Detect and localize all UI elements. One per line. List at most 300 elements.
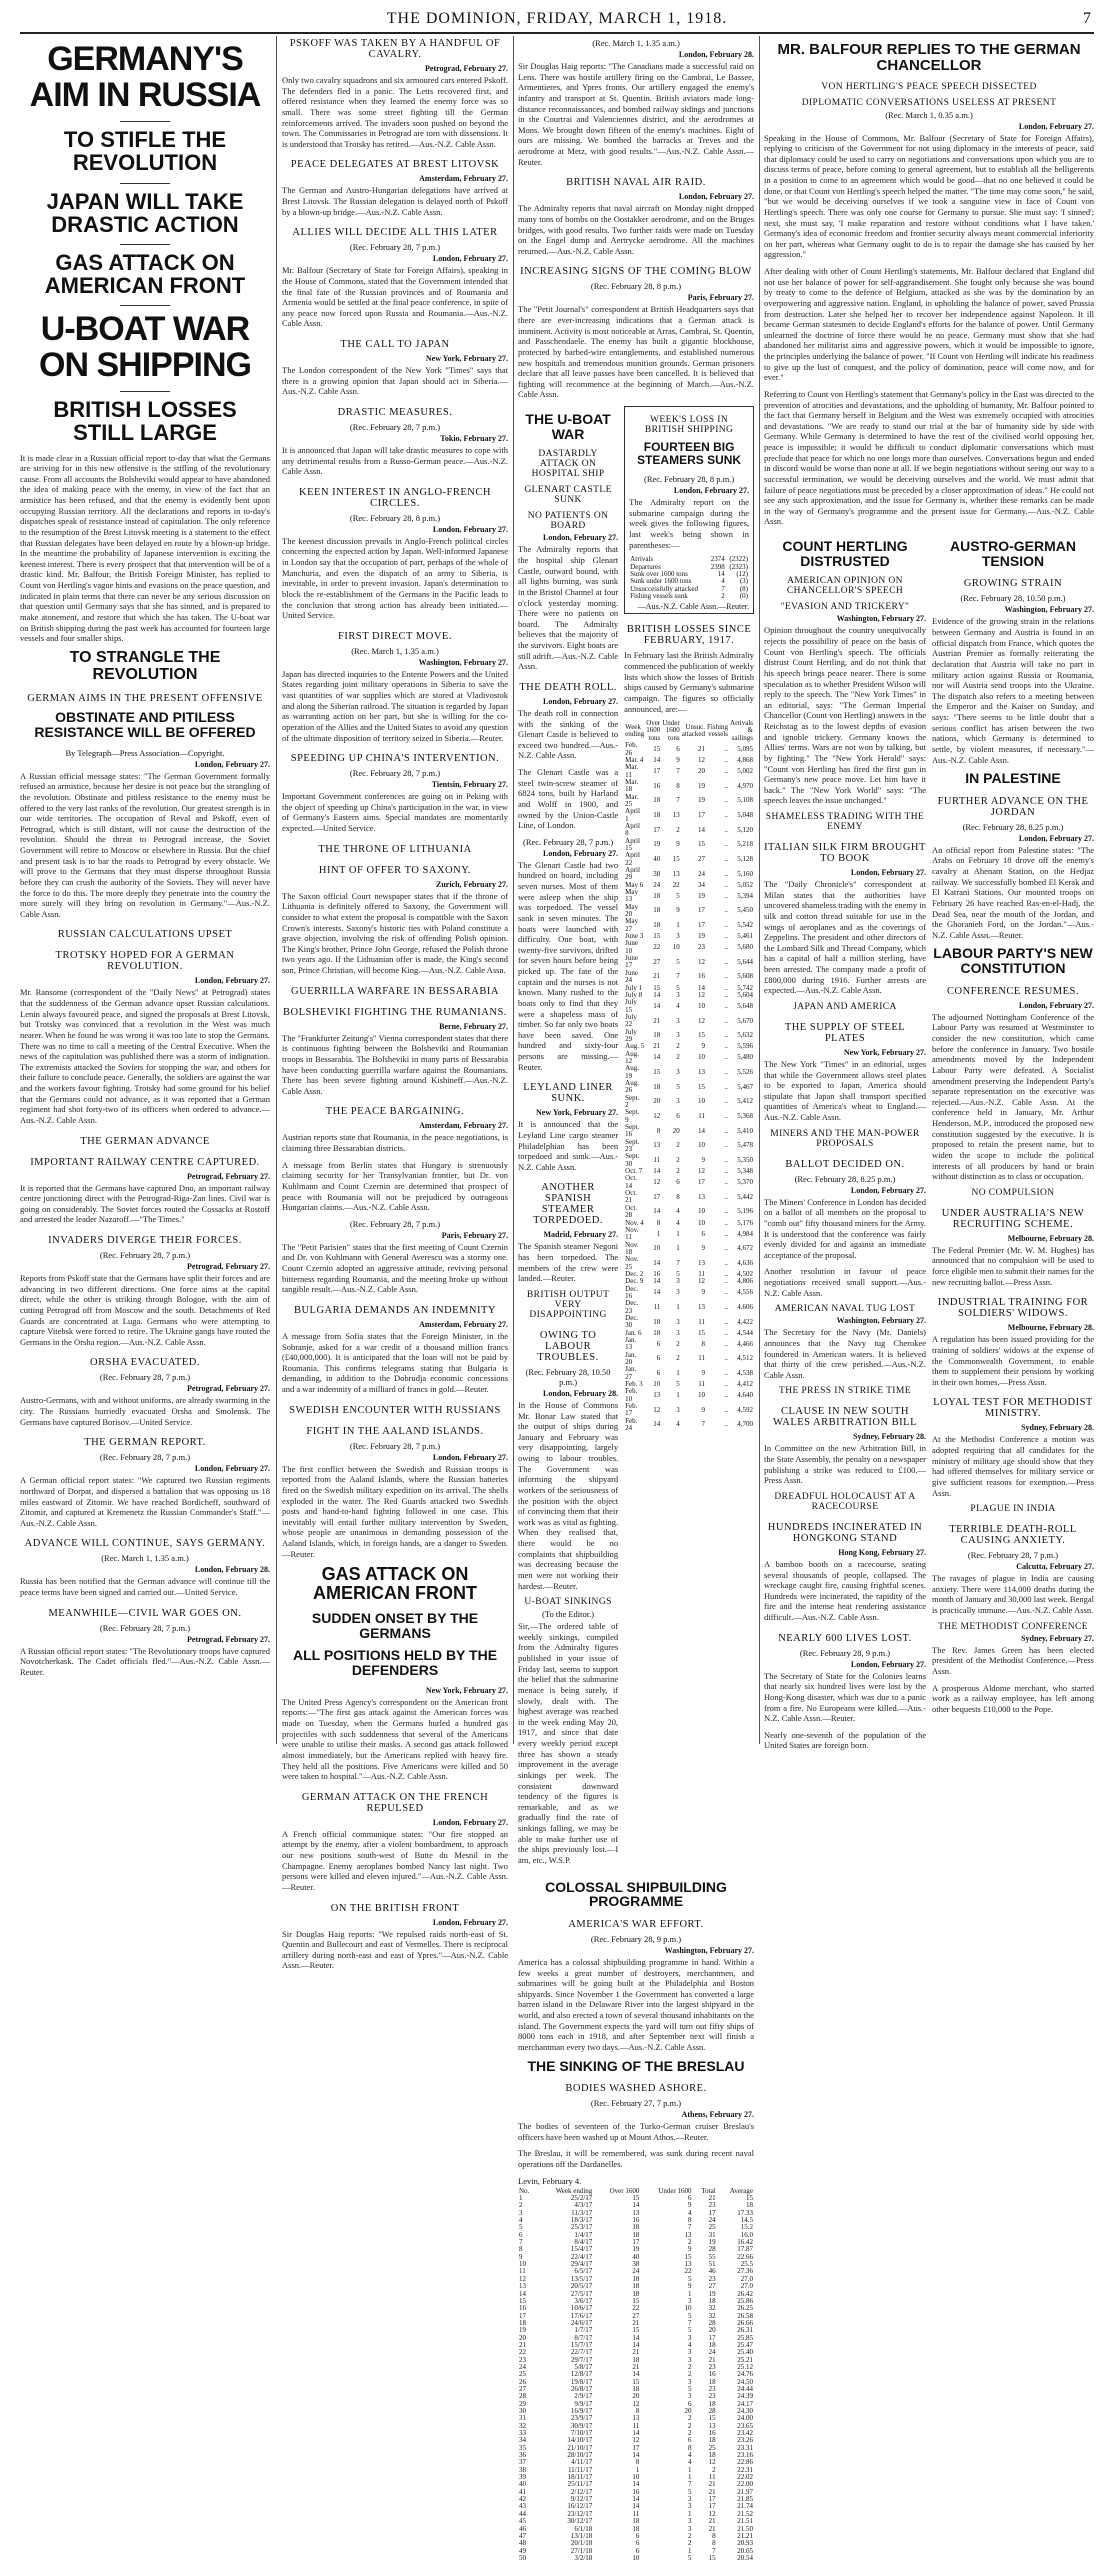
article-body: In Committee on the new Arbitration Bill, in the State Assembly, the penalty on a newspaper publishing a strike was reduced to £100.—Press Assn.: [764, 1443, 926, 1486]
dateline: London, February 27.: [432, 1452, 508, 1462]
table-cell: 1: [688, 2546, 692, 2555]
received-time: (Rec. February 28, 9 p.m.): [799, 1647, 891, 1658]
article-body: It is reported that the Germans have captured Dno, an important railway centre junctioning direct with the Petrograd-Riga-Zan lines. Civil war is going on considerably. The Soviet forces routed the Cossacks at Rostoff and arrested the leader Nazaroff.—"The Times.": [20, 1182, 270, 1225]
table-cell: 8/4/17: [574, 2238, 593, 2247]
dateline: Petrograd, February 27.: [187, 1262, 270, 1272]
table-cell: 5,608: [737, 972, 753, 981]
table-cell: 7: [676, 796, 680, 805]
table-cell: 25.85: [737, 2333, 753, 2342]
table-cell: 9: [701, 1288, 706, 1297]
table-cell: 28: [519, 2392, 526, 2401]
dateline: Zurich, February 27.: [436, 879, 508, 889]
dateline: London, February 27.: [850, 1185, 926, 1195]
table-cell: 5,480: [737, 1053, 753, 1062]
subhead: PSKOFF WAS TAKEN BY A HANDFUL OF CAVALRY.: [289, 38, 501, 60]
table-cell: ..: [724, 854, 729, 863]
table-cell: ..: [724, 1369, 729, 1378]
table-cell: ..: [724, 796, 729, 805]
table-row: [624, 1095, 754, 1110]
table-cell: 6: [656, 1339, 661, 1348]
table-cell: 20: [653, 1097, 661, 1106]
table-cell: 28/10/17: [567, 2451, 593, 2460]
table-cell: 13: [698, 1192, 706, 1201]
table-row: [624, 1256, 754, 1271]
table-cell: 34: [698, 880, 706, 889]
table-cell: 14: [653, 1288, 661, 1297]
table-cell: 2/9/17: [574, 2392, 593, 2401]
table-cell: 45: [519, 2517, 526, 2526]
table-cell: 2: [676, 1141, 680, 1150]
table-cell: 20/1/18: [570, 2539, 593, 2548]
article-body: The Admiralty report on the submarine campaign during the week gives the following figures, last week's being shown in parentheses:—: [629, 497, 749, 550]
table-row: [624, 1388, 754, 1403]
left-subcolumn: [764, 533, 926, 1757]
table-cell: 23.65: [737, 2421, 753, 2430]
table-cell: 7: [676, 766, 680, 775]
table-cell: 24: [708, 2348, 716, 2357]
table-cell: 4,970: [737, 781, 753, 790]
table-cell: 4: [688, 2451, 692, 2460]
table-cell: 12: [653, 1405, 661, 1414]
received-time: (Rec. February 28, 7 p.m.): [349, 421, 441, 432]
table-cell: Mar. 11: [625, 763, 639, 779]
table-cell: 41: [519, 2487, 526, 2496]
newspaper-title: THE DOMINION, FRIDAY, MARCH 1, 1918.: [386, 10, 728, 27]
table-cell: 17: [698, 921, 706, 930]
subhead: PEACE DELEGATES AT BREST LITOVSK: [290, 159, 500, 171]
table-row: [624, 1278, 754, 1285]
table-cell: 26.66: [737, 2318, 753, 2327]
table-cell: 20: [672, 1126, 680, 1135]
headline: LABOUR PARTY'S NEW CONSTITUTION: [933, 945, 1093, 977]
article-body: The Glenart Castle was a steel twin-screw steamer of 6824 tons, built by Harland and Wolff in 1900, and owned by the Union-Castle Line, of London.: [518, 767, 619, 831]
table-cell: 4: [688, 2208, 692, 2217]
table-cell: 5,108: [737, 796, 753, 805]
table-cell: 2398: [710, 562, 725, 571]
table-cell: 19: [698, 781, 706, 790]
subhead: SPEEDING UP CHINA'S INTERVENTION.: [290, 753, 500, 765]
subhead: INCREASING SIGNS OF THE COMING BLOW: [520, 266, 752, 278]
table-cell: 21: [708, 2480, 716, 2489]
table-cell: 22: [684, 2267, 692, 2276]
table-cell: 21: [708, 2524, 716, 2533]
table-cell: ..: [724, 1288, 729, 1297]
table-cell: 21.74: [737, 2502, 753, 2511]
divider: [120, 305, 170, 306]
table-cell: April 8: [625, 821, 640, 838]
subhead: TROTSKY HOPED FOR A GERMAN REVOLUTION.: [55, 950, 235, 973]
table-cell: 2: [688, 2421, 692, 2430]
table-row: [624, 955, 754, 970]
subhead: BALLOT DECIDED ON.: [785, 1158, 905, 1170]
table-cell: 10: [698, 1097, 706, 1106]
table-row: [624, 1220, 754, 1227]
headline: GAS ATTACK ON AMERICAN FRONT: [313, 1564, 477, 1604]
table-cell: ..: [724, 1258, 729, 1267]
table-cell: ..: [724, 1156, 729, 1165]
article-body: Russia has been notified that the German advance will continue till the peace terms have been signed and carried out.—United Service.: [20, 1576, 270, 1598]
received-time: (Rec. March 1, 1.35 a.m.): [101, 1553, 189, 1564]
table-cell: 24: [708, 2216, 716, 2225]
table-cell: 2374: [710, 555, 725, 564]
table-cell: 3: [688, 2348, 692, 2357]
table-cell: 11: [708, 2473, 716, 2482]
table-cell: 18: [632, 2230, 640, 2239]
table-cell: 14: [632, 2451, 640, 2460]
table-cell: (12): [736, 570, 748, 578]
dateline: London, February 27.: [194, 759, 270, 769]
table-cell: 10: [684, 2304, 692, 2313]
headline: JAPAN WILL TAKE DRASTIC ACTION: [46, 188, 244, 237]
table-cell: 22.00: [737, 2480, 753, 2489]
table-header-cell: Under 1600: [658, 2186, 692, 2195]
headline: MR. BALFOUR REPLIES TO THE GERMAN CHANCELLOR: [777, 41, 1081, 74]
table-cell: 5,218: [737, 840, 753, 849]
table-row: [624, 823, 754, 838]
table-row: [624, 1175, 754, 1190]
article-body: The keenest discussion prevails in Anglo-French political circles concerning the expected action by Japan. Well-informed Japanese in London say that the occupation of part, perhaps of the whole of Manchuria, and even the dispatch of an army to Siberia, is inevitable, in order to prevent invasion. Japan's determination to block the re-establishment of the Germans in the Pacific leads to the conclusion that strong action has already been initiated.—United Service.: [282, 535, 508, 621]
table-row: [624, 852, 754, 867]
table-cell: 12: [698, 1167, 706, 1176]
table-cell: 18: [632, 2274, 640, 2283]
table-cell: 17/6/17: [570, 2311, 593, 2320]
table-row: [624, 1330, 754, 1337]
table-cell: 1: [676, 1391, 680, 1400]
table-cell: 2: [676, 1156, 680, 1165]
table-cell: 9: [676, 906, 680, 915]
table-cell: 5,526: [737, 1067, 753, 1076]
table-cell: 4,868: [737, 755, 753, 764]
u-boat-war-column: [518, 406, 618, 1872]
table-cell: Feb. 17: [625, 1402, 638, 1418]
table-cell: 3: [688, 2392, 692, 2401]
table-cell: 19: [698, 796, 706, 805]
table-cell: 21.50: [737, 2524, 753, 2533]
table-cell: 24.44: [737, 2384, 753, 2393]
table-header-cell: Over 1600 tons: [646, 719, 661, 742]
table-cell: 10: [519, 2260, 526, 2269]
column-rule: [759, 36, 760, 1744]
table-cell: ..: [724, 943, 729, 952]
table-cell: 11/3/17: [571, 2208, 593, 2217]
table-cell: 46: [519, 2524, 526, 2533]
table-cell: 27/5/17: [570, 2289, 593, 2298]
table-cell: 4: [688, 2340, 692, 2349]
table-cell: April 22: [625, 851, 640, 867]
table-cell: 19: [519, 2326, 526, 2335]
table-cell: 26.25: [737, 2304, 753, 2313]
dateline: London, February 27.: [432, 1917, 508, 1927]
article-body: The Spanish steamer Negoni has been torpedoed. The members of the crew were landed.—Reuter.: [518, 1241, 619, 1284]
table-cell: 38: [653, 869, 661, 878]
table-cell: 25.12: [737, 2362, 753, 2371]
weekly-loss-box: [624, 406, 754, 614]
table-cell: 22.02: [737, 2473, 753, 2482]
table-cell: 21: [698, 744, 706, 753]
table-cell: 26.42: [737, 2289, 753, 2298]
table-cell: 6/5/17: [574, 2267, 593, 2276]
table-cell: Feb. 24: [625, 1416, 638, 1433]
table-row: [624, 1366, 754, 1381]
table-cell: 8: [688, 2216, 692, 2225]
table-cell: 5,394: [737, 891, 753, 900]
table-cell: 39: [519, 2473, 526, 2482]
table-cell: 3: [688, 2495, 692, 2504]
table-cell: 18: [746, 2201, 753, 2210]
table-cell: 18: [632, 2355, 640, 2364]
letter-body: Sir,—The ordered table of weekly sinkings, compiled from the Admiralty figures published in your issue of Friday last, seems to support the belief that the submarine menace is being surely, if slowly, dealt with. The highest average was reached in the week ending May 20, 1917, and since that date every weekly period except three has shown a steady improvement in the average sinkings per week. The consistent downward tendency of the figures is remarkable, and as we gradually find the rate of sinkings falling, we may be able to make further use of the ships previously lost.—I am, etc., W.S.P.: [518, 1621, 619, 1865]
received-time: (Rec. February 28, 8 p.m.): [590, 281, 682, 292]
table-cell: 8: [712, 2531, 716, 2540]
table-cell: 9/12/17: [570, 2495, 593, 2504]
table-cell: 23: [708, 2201, 716, 2210]
article-body: A message from Sofia states that the Foreign Minister, in the Sobranje, asked for a war credit of a thousand million francs (£40,000,000). It is anticipated that the loan will not be paid by Roumania. This confirms telegrams stating that Bulgaria is demanding, in addition to the Dobrudja economic concessions and a war indemnity of a milliard of francs in gold.—Reuter.: [282, 1330, 508, 1394]
table-cell: May 20: [625, 902, 638, 919]
article-body: After dealing with other of Count Hertling's statements, Mr. Balfour declared that England did not use her balance of power for self-aggrandisement. She fought only because she was bound by treaty to come to the defence of Belgium, attacked as she was by the domination by an overpowering and aggressive nation. England, in upholding the balance of power, saved Prussia from destruction. Later she helped her to recover her independence against Napoleon. It ill became German statesmen to decide England's efforts for the balance of power. Until Germany unlearned the doctrine of force there would be no peace. Germany must show that she had abandoned her militarist aims and aggressive powers, which it would be impossible to ignore, the principles underlying the balance of power. "If Count von Hertling will indicate his readiness to give up the lust of conquest, and the policy of domination, peace will come now, and for ever.": [764, 266, 1094, 383]
table-row: [624, 867, 754, 882]
table-cell: 5,368: [737, 1112, 753, 1121]
table-cell: 27: [708, 2282, 716, 2291]
article-body: The "Petit Journal's" correspondent at British Headquarters says that there are ever-increasing indications that a German attack is imminent. Activity is most noticeable at Arras, Cambrai, St. Quentin, and Passchendaele. The enemy has built a gigantic blockhouse, protected by barbed-wire entanglements, and established numerous new hospitals and tremendous munition grounds. German prisoners declare that all leave passes have been cancelled. It is believed that fighting will recommence at the beginning of March.—Aus.-N.Z. Cable Assn.: [518, 304, 754, 400]
table-cell: 18: [653, 1031, 661, 1040]
table-cell: 21.21: [737, 2531, 753, 2540]
table-cell: ..: [724, 1097, 729, 1106]
article-body: The Glenart Castle had two hundred on board, including seven nurses. Most of them were asleep when the ship was torpedoed. The vessel sank in seven minutes. The boats were launched with difficulty. One boat, with twenty-five survivors, drifted for seven hours before being picked up. The fate of the captain and the nurses is not known. Many rushed to the boats only to find that they were a shapeless mass of timber. So far only two boats have been saved. One hundred and sixty-four persons are missing.—Reuter.: [518, 859, 619, 1072]
table-cell: 18/11/17: [567, 2473, 593, 2482]
table-cell: 4,640: [737, 1391, 753, 1400]
dateline: London, February 28.: [194, 1565, 270, 1575]
table-cell: 13: [632, 2414, 640, 2423]
headline: AUSTRO-GERMAN TENSION: [950, 538, 1076, 569]
table-cell: July 15: [625, 998, 637, 1014]
table-cell: 6: [635, 2546, 640, 2555]
subhead: AMERICA'S WAR EFFORT.: [568, 1918, 704, 1930]
table-cell: 4: [676, 1207, 680, 1216]
received-time: (Rec. February 28, 7 p.m.): [99, 1372, 191, 1383]
table-cell: 32: [519, 2421, 526, 2430]
table-cell: 25.21: [737, 2355, 753, 2364]
table-cell: 5,412: [737, 1097, 753, 1106]
table-cell: 8: [688, 2443, 692, 2452]
table-cell: 7/10/17: [570, 2429, 593, 2438]
table-cell: Dec. 2: [625, 1269, 644, 1278]
table-cell: 12: [632, 2436, 640, 2445]
table-row: [624, 1286, 754, 1301]
table-cell: ..: [724, 1178, 729, 1187]
table-cell: 13: [708, 2421, 716, 2430]
table-cell: 36: [519, 2451, 526, 2460]
table-cell: 14: [632, 2480, 640, 2489]
received-time: (Rec. February 28, 7 p.m.): [967, 1550, 1059, 1561]
table-cell: 18: [653, 921, 661, 930]
table-cell: 5,467: [737, 1082, 753, 1091]
table-cell: 11: [632, 2421, 640, 2430]
table-cell: 18: [653, 796, 661, 805]
table-cell: Nov. 18: [625, 1240, 639, 1256]
headline: GAS ATTACK ON AMERICAN FRONT: [44, 249, 246, 298]
table-cell: 15.2: [740, 2223, 753, 2232]
table-header-cell: Arrivals & sailings: [730, 719, 753, 742]
table-cell: 28: [708, 2318, 716, 2327]
table-cell: 11: [698, 1354, 706, 1363]
table-cell: 14: [632, 2495, 640, 2504]
table-cell: 16.0: [740, 2230, 753, 2239]
table-cell: 3: [676, 1097, 680, 1106]
table-cell: 24.39: [737, 2392, 753, 2401]
subhead: ALLIES WILL DECIDE ALL THIS LATER: [292, 227, 498, 239]
dateline: Amsterdam, February 27.: [419, 1121, 508, 1131]
subhead: DIPLOMATIC CONVERSATIONS USELESS AT PRESENT: [801, 97, 1057, 108]
table-cell: 51: [708, 2260, 716, 2269]
divider: [120, 391, 170, 392]
table-cell: ..: [724, 1031, 729, 1040]
table-cell: 21: [653, 1042, 661, 1051]
table-cell: 6: [676, 744, 680, 753]
received-time: (Rec. March 1, 1.35 a.m.): [592, 38, 680, 48]
table-cell: 22.31: [737, 2465, 753, 2474]
table-cell: Jan. 6: [625, 1328, 642, 1337]
table-cell: ..: [724, 744, 729, 753]
dateline: Sydney, February 27.: [1021, 1633, 1094, 1643]
table-cell: 21.52: [737, 2509, 753, 2518]
table-cell: 2: [676, 1167, 680, 1176]
table-cell: 29/4/17: [570, 2260, 593, 2269]
table-cell: 5,196: [737, 1207, 753, 1216]
table-cell: ..: [724, 1354, 729, 1363]
table-cell: 9: [701, 1244, 706, 1253]
table-cell: 18: [653, 1082, 661, 1091]
divider: [120, 244, 170, 245]
subhead: DREADFUL HOLOCAUST AT A RACECOURSE: [774, 1491, 916, 1512]
table-cell: 26.58: [737, 2311, 753, 2320]
table-cell: 14: [632, 2340, 640, 2349]
table-cell: 3/6/17: [574, 2296, 593, 2305]
dateline: London, February 27.: [432, 254, 508, 264]
headline: OBSTINATE AND PITILESS RESISTANCE WILL BE OFFERED: [34, 709, 256, 741]
credit-line: —Aus.-N.Z. Cable Assn.—Reuter.: [637, 602, 749, 612]
subhead: ANOTHER SPANISH STEAMER TORPEDOED.: [533, 1182, 603, 1227]
subhead: NEARLY 600 LIVES LOST.: [778, 1632, 912, 1644]
table-cell: ..: [724, 932, 729, 941]
table-cell: 9: [688, 2282, 692, 2291]
table-row: [624, 808, 754, 823]
table-cell: 21: [708, 2517, 716, 2526]
table-cell: 17.87: [737, 2245, 753, 2254]
article-body: A Russian official report states: "The Revolutionary troops have captured Novotcherkask. The Cadet officials fled."—Aus.-N.Z. Cable Assn.—Reuter.: [20, 1645, 270, 1677]
received-time: (Rec. February 28, 7 p.m.): [349, 242, 441, 253]
table-cell: 14/10/17: [567, 2436, 593, 2445]
table-cell: 2: [676, 825, 680, 834]
table-cell: 23: [708, 2384, 716, 2393]
table-row: [624, 1029, 754, 1044]
table-cell: (0): [739, 592, 748, 601]
table-cell: 16/9/17: [570, 2407, 593, 2415]
table-cell: 5: [688, 2311, 692, 2320]
table-cell: 6: [688, 2436, 692, 2445]
table-cell: 25.47: [737, 2340, 753, 2349]
article-body: In February last the British Admiralty commenced the publication of weekly lists which show the losses of British ships caused by Germany's submarine campaign. The figures so officially announced, are:—: [624, 650, 754, 714]
table-cell: Feb. 26: [625, 741, 638, 757]
table-cell: 3: [519, 2208, 523, 2217]
table-cell: 11: [698, 1317, 706, 1326]
table-cell: Dec. 30: [625, 1313, 639, 1330]
table-row: [629, 593, 749, 600]
dateline: Paris, February 27.: [687, 293, 754, 303]
table-cell: 26: [519, 2377, 526, 2386]
table-cell: Sept. 23: [625, 1137, 640, 1154]
dateline: Petrograd, February 27.: [187, 1634, 270, 1644]
table-cell: 2: [676, 1339, 680, 1348]
table-cell: 26/8/17: [570, 2384, 593, 2393]
table-cell: 24: [698, 869, 706, 878]
table-cell: 17: [653, 825, 661, 834]
table-cell: 3: [688, 2296, 692, 2305]
table-cell: 10: [672, 943, 680, 952]
table-cell: ..: [724, 1141, 729, 1150]
table-cell: 15: [632, 2194, 640, 2203]
table-cell: 23: [708, 2274, 716, 2283]
table-cell: 9: [688, 2245, 692, 2254]
table-cell: 6: [635, 2531, 640, 2540]
table-cell: 17: [698, 1178, 706, 1187]
article-body: Referring to Count von Hertling's statement that Germany's policy in the East was directed to the prevention of atrocities and devastations, and the upholding of humanity, Mr. Balfour pointed to the fact that Germany herself in Belgium and the West was extremely occupied with atrocities and devastations. "We are ready to stand our trial at the bar of humanity side by side with Germany. While Germany is determined to have the rest of the civilised world opposing her, peace is impossible; it would be difficult to conduct diplomatic conversations which must preclude that peace for which no one longs more than ourselves. Conversations begun and ended in discord would be worse than none at all. If we begin negotiations without seeing our way to a successful termination, we would be deceiving ourselves and the world. We must admit that failure of peace negotiations must be preceded by a closer approximation of ideas." He could not see any such approximation, and the issue for Germany is, whether these remarks can be made in the way of Germany's programme and the present issue for Germany.—Aus.-N.Z. Cable Assn.: [764, 388, 1094, 527]
headline: COLOSSAL SHIPBUILDING PROGRAMME: [545, 1878, 727, 1910]
table-cell: 13: [684, 2230, 692, 2239]
table-row: [624, 1337, 754, 1352]
table-row: [624, 1014, 754, 1029]
table-cell: 10: [653, 1244, 661, 1253]
table-cell: Oct. 21: [625, 1189, 638, 1205]
table-cell: 3: [688, 2524, 692, 2533]
table-cell: Jan. 20: [625, 1350, 637, 1367]
received-time: (Rec. March 1, 1.35 a.m.): [351, 645, 439, 656]
table-cell: 24.50: [737, 2377, 753, 2386]
table-cell: July 8: [625, 990, 643, 999]
table-cell: 2: [688, 2362, 692, 2371]
article-body: Sir Douglas Haig reports: "We repulsed raids north-east of St. Quentin and Bullecourt and east of Vermelles. There is reciprocal artillery during north-east and east of Ypres."—Aus.-N.Z. Cable Assn.—Reuter.: [282, 1928, 508, 1971]
subhead: MINERS AND THE MAN-POWER PROPOSALS: [770, 1128, 920, 1149]
table-cell: 4,512: [737, 1354, 753, 1363]
table-cell: ..: [724, 1053, 729, 1062]
table-cell: 9: [519, 2252, 523, 2261]
table-cell: 10: [653, 1380, 661, 1389]
table-cell: 24: [632, 2267, 640, 2276]
table-cell: 12: [708, 2458, 716, 2467]
british-losses-table: [624, 720, 754, 1432]
headline: THE U-BOAT WAR: [525, 411, 611, 442]
dateline: New York, February 27.: [425, 354, 508, 363]
column-rule: [276, 36, 277, 1744]
subhead: FIRST DIRECT MOVE.: [338, 630, 452, 642]
table-cell: 25/2/17: [570, 2194, 593, 2203]
dateline: Tokio, February 27.: [440, 433, 508, 443]
headline: SUDDEN ONSET BY THE GERMANS: [311, 1610, 479, 1641]
table-cell: 5,160: [737, 869, 753, 878]
article-body: Important Government conferences are going on in Peking with the object of speeding up China's participation in the war, in view of Germany's Eastern aims. Special mandates are momentarily expected.—United Service.: [282, 791, 508, 833]
received-time: (Rec. February 28, 7 p.m.): [349, 768, 441, 779]
dateline: Petrograd, February 27.: [425, 64, 508, 73]
dateline: London, February 27.: [678, 192, 754, 202]
table-cell: 5,596: [737, 1042, 753, 1051]
received-time: (Rec. March 1, 0.35 a.m.): [885, 109, 973, 120]
article-body: The German and Austro-Hungarian delegations have arrived at Brest Litovsk. The Russian delegation is delayed north of Pskoff by a blown-up bridge.—Aus.-N.Z. Cable Assn.: [282, 185, 508, 217]
article-body: The "Frankfurter Zeitung's" Vienna correspondent states that there is continuous fighting between the Bolsheviki and Roumanian troops in Bessarabia. The Bolsheviki in many parts of Bessarabia have been conducting guerrilla warfare against the Roumanians. There has been severe fighting around Kishineff.—Aus.-N.Z. Cable Assn.: [282, 1032, 508, 1096]
table-cell: ..: [724, 1001, 729, 1010]
dateline: New York, February 27.: [536, 1108, 619, 1118]
table-cell: ..: [724, 1328, 729, 1337]
table-cell: 18: [708, 2399, 716, 2408]
table-cell: 25.40: [737, 2348, 753, 2357]
